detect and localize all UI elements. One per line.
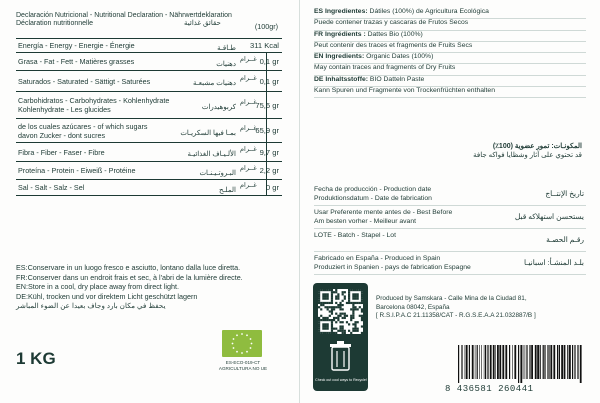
ingredient-line bbox=[314, 53, 586, 64]
nutrient-label: de los cuales azúcares - of which sugars bbox=[18, 121, 148, 131]
nutrition-row bbox=[16, 53, 282, 71]
nutrient-unit: غــرام bbox=[240, 75, 257, 82]
producer-line: Produced by Samskara - Calle Mina de la Ciudad 81, bbox=[376, 295, 527, 302]
eu-leaf-origin-line: AGRICULTURA NO UE bbox=[218, 366, 268, 371]
barcode-number: 8 436581 260441 bbox=[445, 384, 534, 394]
date-field-arabic: بلـد المنشـأ: اسبانيـا bbox=[524, 258, 584, 267]
nutrient-arabic: دهنيات مشبعـة bbox=[193, 80, 236, 87]
ingredient-text: May contain traces and fragments of Dry Fruits bbox=[314, 64, 456, 72]
nutrient-value: 75,6 gr bbox=[255, 100, 279, 110]
arabic-ingredients bbox=[382, 142, 582, 160]
ingredient-language-prefix: ES Ingredientes: bbox=[314, 8, 368, 15]
nutrient-unit: غــرام bbox=[240, 164, 257, 172]
conservation-instructions bbox=[16, 263, 296, 311]
nutrient-unit: غــرام bbox=[240, 99, 257, 106]
arabic-allergen-line: قد تحتوي على آثار وشظايا فواكه جافة bbox=[473, 152, 582, 159]
nutrient-label: Grasa - Fat - Fett - Matières grasses bbox=[18, 57, 135, 66]
date-field-label bbox=[314, 232, 396, 241]
dates-block bbox=[314, 185, 586, 277]
nutrient-unit: غــرام bbox=[240, 146, 257, 153]
date-field-row bbox=[314, 208, 586, 229]
conservation-ar: يحفظ في مكان بارد وجاف بعيدا عن الضوء المباشر bbox=[16, 301, 166, 311]
eu-organic-leaf-icon bbox=[222, 330, 262, 357]
date-field-label-line: LOTE - Batch - Stapel - Lot bbox=[314, 232, 396, 239]
nutrient-arabic: طـاقـة bbox=[217, 44, 236, 52]
nutrition-row bbox=[16, 92, 282, 119]
nutrition-row bbox=[16, 180, 282, 196]
date-field-arabic: رقـم الحصـة bbox=[546, 235, 584, 244]
date-field-label bbox=[314, 209, 452, 226]
nutrient-arabic: البـروتـيـنـات bbox=[199, 169, 236, 177]
date-field-label bbox=[314, 186, 432, 203]
ingredient-line bbox=[314, 87, 586, 98]
nutrition-row bbox=[16, 143, 282, 162]
qr-code-icon bbox=[318, 289, 363, 334]
nutrient-value: 0 gr bbox=[265, 183, 279, 192]
nutrient-arabic: كربوهيدرات bbox=[201, 104, 236, 111]
ingredient-language-prefix: DE Inhaltsstoffe: bbox=[314, 75, 369, 83]
nutrient-value: 2,2 gr bbox=[259, 166, 279, 175]
nutrient-label: davon Zucker - dont sucres bbox=[18, 130, 106, 140]
nutrient-arabic: دهنيات bbox=[216, 60, 236, 68]
nutrition-header bbox=[16, 12, 282, 39]
conservation-en: EN:Store in a cool, dry place away from direct light. bbox=[16, 282, 179, 292]
nutrient-value: 65,9 gr bbox=[255, 126, 279, 135]
net-weight: 1 KG bbox=[16, 349, 56, 368]
nutrient-label: Carbohidratos - Carbohydrates - Kohlenhydrate bbox=[18, 96, 170, 105]
conservation-es: ES:Conservare in un luogo fresco e asciutto, lontano dalla luce diretta. bbox=[16, 263, 241, 272]
ingredients-block bbox=[314, 8, 586, 98]
ingredient-text: Kann Spuren und Fragmente von Trockenfrüchten enthalten bbox=[314, 87, 495, 95]
date-field-label-line: Produziert in Spanien - pays de fabrication Espagne bbox=[314, 263, 471, 271]
nutrition-row bbox=[16, 71, 282, 92]
nutrition-title-line: Déclaration nutritionnelle bbox=[16, 20, 94, 27]
nutrient-value: 9,7 gr bbox=[259, 147, 279, 157]
nutrient-label: Sal - Salt - Salz - Sel bbox=[18, 183, 85, 192]
ingredient-text: Organic Dates (100%) bbox=[364, 53, 434, 61]
date-field-row bbox=[314, 231, 586, 252]
nutrient-value: 311 Kcal bbox=[250, 41, 279, 50]
nutrition-unit-header: (100gr) bbox=[254, 22, 278, 31]
ingredient-line bbox=[314, 31, 586, 42]
date-field-label bbox=[314, 255, 471, 272]
ingredient-text: BIO Datteln Paste bbox=[368, 75, 425, 83]
nutrition-title-line: Declaración Nutricional - Nutritional Declaration - Nährwertdeklaration bbox=[16, 12, 232, 19]
nutrient-unit: غــرام bbox=[240, 181, 257, 189]
nutrition-table bbox=[16, 12, 282, 196]
nutrient-unit: غــرام bbox=[240, 124, 257, 132]
ingredient-line bbox=[314, 42, 586, 53]
nutrient-label: Saturados - Saturated - Sättigt - Saturées bbox=[18, 76, 151, 86]
nutrition-row bbox=[16, 162, 282, 180]
nutrition-title-arabic: حقائق غذائية bbox=[184, 20, 221, 27]
date-field-arabic: تاريخ الإنتــاج bbox=[545, 189, 584, 198]
ingredient-line bbox=[314, 76, 586, 87]
barcode-icon bbox=[456, 345, 584, 383]
ingredient-text: Puede contener trazas y cascaras de Frutos Secos bbox=[314, 19, 469, 27]
ingredient-language-prefix: FR Ingrédients : bbox=[314, 30, 366, 38]
date-field-label-line: Fabricado en España - Produced in Spain bbox=[314, 255, 441, 262]
recycle-bin-icon bbox=[328, 340, 353, 372]
arabic-ingredients-line: المكونـات: تمور عضوية (100٪) bbox=[492, 143, 582, 150]
producer-info bbox=[376, 295, 594, 321]
date-field-label-line: Usar Preferente mente antes de - Best Before bbox=[314, 209, 453, 216]
ingredient-line bbox=[314, 19, 586, 30]
nutrition-row bbox=[16, 39, 282, 53]
eu-leaf-code-line: ES-ECO-019-CT bbox=[225, 360, 261, 365]
ingredient-language-prefix: EN Ingredients: bbox=[314, 53, 365, 61]
date-field-label-line: Am besten vorher - Meilleur avant bbox=[314, 217, 416, 225]
nutrient-label: Kohlenhydrate - Les glucides bbox=[18, 105, 111, 114]
eu-leaf-code bbox=[212, 360, 274, 372]
nutrient-label: Fibra - Fiber - Faser - Fibre bbox=[18, 147, 105, 157]
nutrient-label: Energía - Energy - Energie - Énergie bbox=[18, 41, 135, 50]
column-divider bbox=[299, 0, 300, 403]
ingredient-line bbox=[314, 8, 586, 19]
nutrient-value: 0,1 gr bbox=[259, 57, 279, 66]
ingredient-text: Dattes Bio (100%) bbox=[365, 30, 423, 38]
ingredient-text: Peut contenir des traces et fragments de Fruits Secs bbox=[314, 41, 473, 49]
conservation-fr: FR:Conserver dans un endroit frais et sec, à l'abri de la lumière directe. bbox=[16, 272, 243, 282]
date-field-arabic: يستحسن استهلاكه قبل bbox=[514, 212, 584, 221]
conservation-de: DE:Kühl, trocken und vor direktem Licht geschützt lagern bbox=[16, 291, 198, 301]
nutrient-unit: غــرام bbox=[240, 55, 257, 63]
date-field-label-line: Produktionsdatum - Date de fabrication bbox=[314, 194, 432, 202]
date-field-row bbox=[314, 254, 586, 275]
date-field-label-line: Fecha de producción - Production date bbox=[314, 186, 432, 193]
producer-registry: [ R.S.I.P.A.C 21.11358/CAT - R.G.S.E.A.A 21.032887/B ] bbox=[376, 312, 536, 320]
nutrient-arabic: الملـح bbox=[218, 186, 236, 194]
nutrient-arabic: بمـا فيها السكريـات bbox=[180, 129, 236, 137]
nutrient-value: 0,1 gr bbox=[259, 76, 279, 86]
nutrition-row bbox=[16, 119, 282, 143]
ingredient-text: Dátiles (100%) de Agricultura Ecológica bbox=[367, 8, 489, 15]
nutrient-arabic: الألـيـاف الغذائيـة bbox=[187, 151, 236, 158]
nutrient-label: Proteína - Protein - Eiweiß - Protéine bbox=[18, 166, 136, 175]
qr-caption: Check out cool ways to Recycle! bbox=[315, 378, 367, 382]
ingredient-line bbox=[314, 64, 586, 75]
producer-address: Barcelona 08042, España bbox=[376, 303, 450, 311]
date-field-row bbox=[314, 185, 586, 206]
